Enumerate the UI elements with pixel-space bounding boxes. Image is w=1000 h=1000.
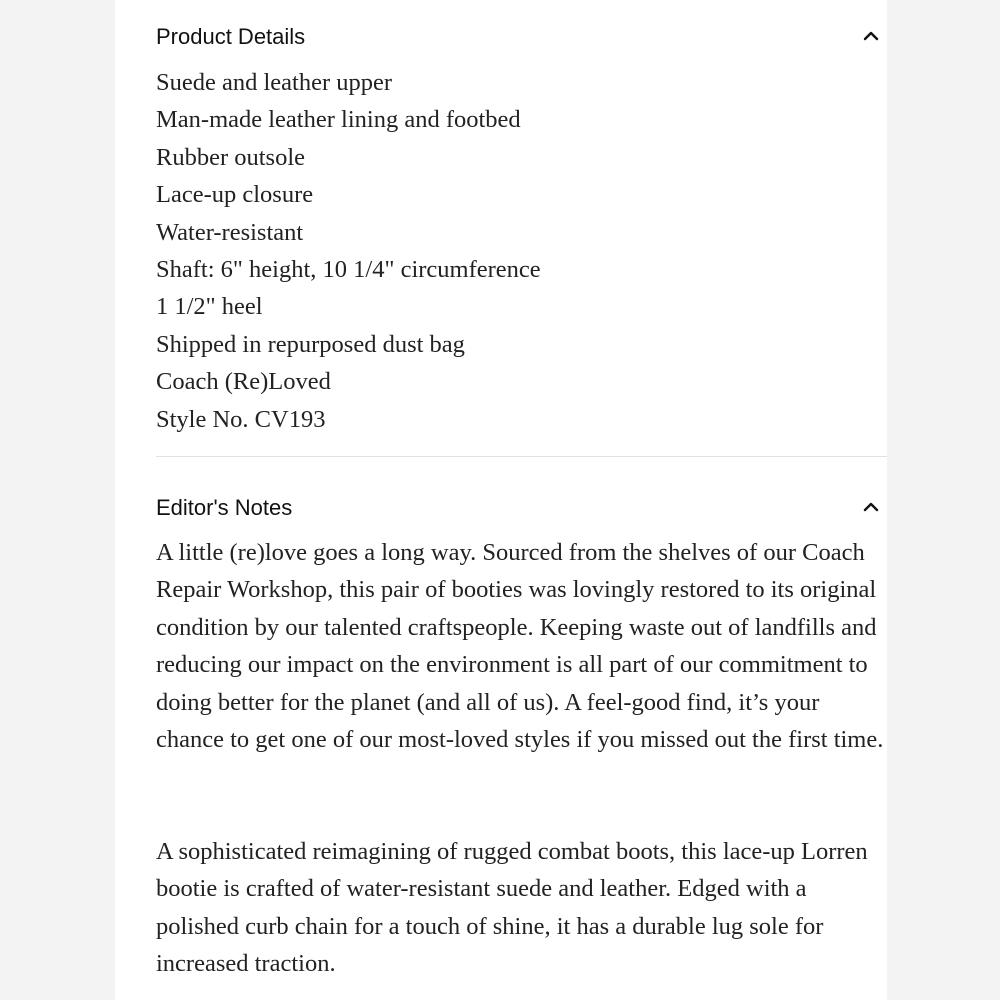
section-divider <box>156 456 887 457</box>
list-item: 1 1/2" heel <box>156 293 263 321</box>
list-item: Shaft: 6" height, 10 1/4" circumference <box>156 256 541 284</box>
chevron-up-icon[interactable] <box>859 495 883 519</box>
list-item: Man-made leather lining and footbed <box>156 106 521 134</box>
list-item: Coach (Re)Loved <box>156 368 331 396</box>
editors-notes-paragraph: A sophisticated reimagining of rugged combat boots, this lace-up Lorren bootie is crafted of water-resistant suede and leather. Edged with a polished curb chain for a touch of shine, it has a durable lug sole for increased traction. <box>156 838 868 978</box>
product-details-header[interactable] <box>156 22 887 62</box>
product-details-title: Product Details <box>156 24 306 49</box>
list-item: Rubber outsole <box>156 143 306 171</box>
list-item: Lace-up closure <box>156 181 314 209</box>
editors-notes-title: Editor's Notes <box>156 495 293 520</box>
product-details-list <box>156 64 541 438</box>
list-item: Shipped in repurposed dust bag <box>156 330 465 358</box>
list-item: Water-resistant <box>156 218 304 246</box>
list-item: Suede and leather upper <box>156 69 393 96</box>
product-info-panel <box>115 0 887 1000</box>
list-item: Style No. CV193 <box>156 405 326 433</box>
editors-notes-paragraph: A little (re)love goes a long way. Sourced from the shelves of our Coach Repair Workshop, this pair of booties was lovingly restored to its original condition by our talented craftspeople. Keeping waste out of landfills and reducing our impact on the environment is all part of our commitment to doing better for the planet (and all of us). A feel-good find, it’s your chance to get one of our most-loved styles if you missed out the first time. <box>156 539 884 754</box>
editors-notes-header[interactable] <box>156 493 887 533</box>
chevron-up-icon[interactable] <box>859 24 883 48</box>
